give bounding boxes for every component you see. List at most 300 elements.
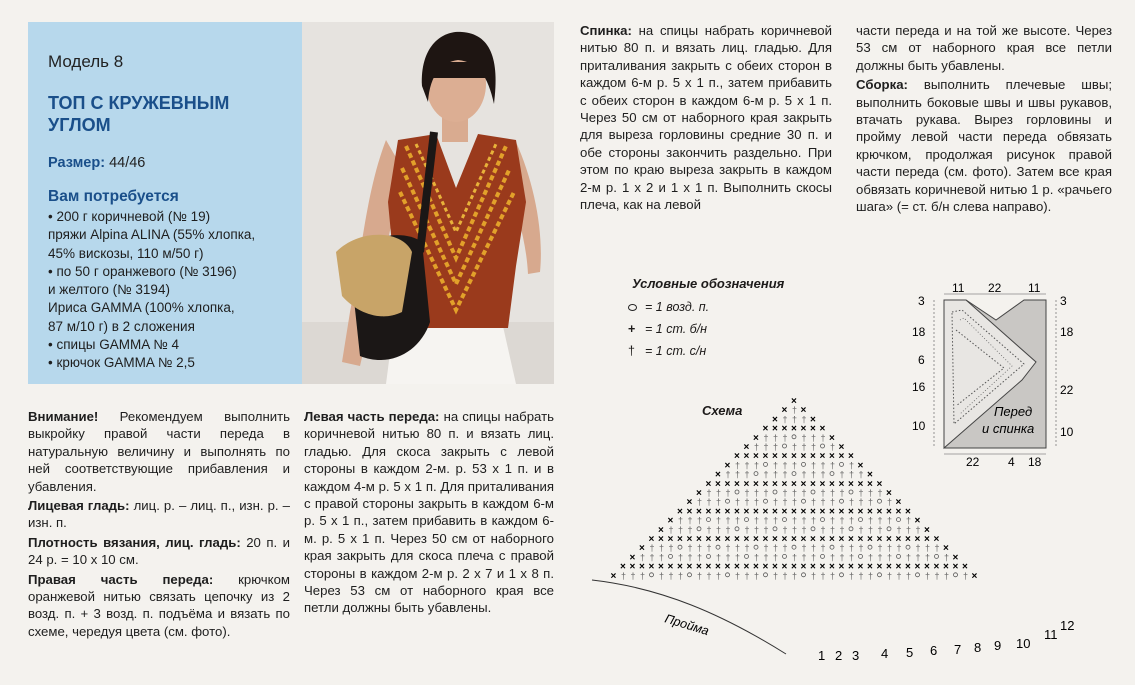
stitch-mark: × [715, 469, 721, 481]
stitch-mark: × [876, 478, 883, 490]
stitch-mark [735, 490, 739, 494]
stitch-mark: × [705, 506, 712, 518]
stitch-mark: † [906, 524, 912, 535]
stitch-mark: † [773, 497, 779, 508]
stitch-mark: × [800, 561, 807, 573]
stitch-mark [887, 527, 891, 531]
stitch-mark: † [773, 543, 779, 554]
stitch-mark: † [887, 543, 893, 554]
stitch-mark: × [829, 451, 835, 463]
stitch-mark: † [735, 543, 741, 554]
stitch-mark: × [810, 451, 816, 463]
row-number: 9 [994, 638, 1002, 653]
paragraph-text: на спицы набрать коричневой нитью 80 п. и вязать лиц. гладью. Для приталивания закрыть с обеих сторон в каждом 6-м р. 5 х 1 п., затем прибавить с обеих сторон в каждом 6-м р. 5 х 1 п. Через 50 см от наборного края закрыть для выреза горловины средние 30 п. и обе стороны закончить раздельно. При этом по краю выреза закрыть в каждом 2-м р. 1 х 2 и 1 х 1 п. Выполнить скосы плеча, как на левой [580, 23, 832, 213]
stitch-mark: † [706, 570, 712, 581]
armhole-label: Пройма [663, 611, 711, 639]
schema-heading: Схема [702, 403, 743, 418]
stitch-mark: × [762, 534, 769, 545]
paragraph-heading: Сборка: [856, 77, 908, 93]
stitch-mark: † [868, 570, 874, 581]
paragraph [28, 497, 290, 532]
stitch-mark: † [630, 570, 636, 581]
stitch-mark [764, 499, 768, 503]
paragraph-text: на спицы набрать коричневой нитью 80 п. и вязать лиц. гладью. Для скоса закрыть с левой стороны в каждом 2-м. р. 53 х 1 п. и в каждом 4-м р. 5 х 1 п. Для приталивания с правой стороны закрыть в каждом 6-м р. 5 х 1 п., затем прибавить в каждом 6-м. р. 5 х 1 п. Через 50 см от наборного края закрыть для скоса плеча с правой стороны в каждом 2-м р. 2 х 7 и 1 х 8 п. Через 53 см от наборного края все петли должны быть убавлены. [304, 409, 554, 616]
size-label: Размер: [48, 155, 106, 171]
stitch-mark: † [668, 524, 674, 535]
materials-heading: Вам потребуется [48, 188, 179, 205]
paragraph-text: 20 п. и 24 р. = 10 х 10 см. [28, 534, 290, 568]
stitch-mark [868, 545, 872, 549]
stitch-mark: × [810, 414, 816, 426]
stitch-mark: × [686, 561, 693, 573]
stitch-mark: † [716, 552, 722, 563]
stitch-mark: † [716, 515, 722, 526]
stitch-mark: × [905, 506, 911, 518]
stitch-mark: × [924, 561, 930, 573]
stitch-mark: × [781, 478, 788, 490]
materials-line: • по 50 г оранжевого (№ 3196) [48, 263, 237, 279]
stitch-mark [840, 573, 844, 577]
stitch-mark: † [735, 497, 741, 508]
stitch-mark: × [734, 561, 740, 573]
stitch-mark: † [792, 524, 798, 535]
stitch-mark: × [810, 423, 816, 435]
stitch-mark [745, 518, 749, 522]
stitch-mark: † [934, 543, 940, 554]
stitch-mark: † [801, 515, 807, 526]
stitch-mark: × [819, 561, 826, 573]
stitch-mark: × [715, 506, 721, 518]
stitch-mark: † [735, 460, 741, 471]
stitch-mark: × [705, 561, 712, 573]
stitch-mark: × [658, 534, 664, 545]
row-number: 4 [881, 646, 889, 661]
legend-item-chain [628, 300, 709, 314]
stitch-mark [821, 444, 825, 448]
model-photo [302, 22, 554, 384]
stitch-mark: † [792, 405, 798, 416]
stitch-mark: † [697, 570, 703, 581]
stitch-mark: × [715, 478, 721, 490]
stitch-mark: † [858, 497, 864, 508]
stitch-mark: † [868, 524, 874, 535]
double-crochet-icon: † [628, 344, 635, 358]
stitch-mark: × [810, 561, 816, 573]
materials-line: и желтого (№ 3194) [48, 282, 170, 298]
stitch-mark [745, 554, 749, 558]
stitch-mark: × [629, 561, 636, 573]
stitch-mark: † [896, 543, 902, 554]
stitch-mark: † [858, 524, 864, 535]
stitch-mark [726, 499, 730, 503]
stitch-mark: † [678, 515, 684, 526]
stitch-mark [707, 554, 711, 558]
row-number: 6 [930, 643, 938, 658]
stitch-mark: † [687, 543, 693, 554]
stitch-mark: † [896, 524, 902, 535]
stitch-mark: † [849, 543, 855, 554]
row-number: 11 [1044, 627, 1058, 642]
stitch-mark: † [782, 570, 788, 581]
stitch-mark: † [858, 488, 864, 498]
stitch-mark: × [838, 506, 845, 518]
stitch-mark: × [819, 451, 826, 463]
stitch-mark: † [716, 570, 722, 581]
stitch-mark: × [734, 534, 740, 545]
stitch-mark [697, 527, 701, 531]
model-illustration [302, 22, 554, 384]
stitch-mark: † [811, 543, 817, 554]
stitch-mark: × [743, 442, 750, 453]
stitch-mark: × [886, 506, 892, 518]
stitch-mark: × [648, 561, 655, 573]
stitch-mark: × [867, 534, 873, 545]
stitch-mark: × [620, 561, 626, 573]
stitch-mark: × [857, 561, 864, 573]
stitch-mark [897, 518, 901, 522]
stitch-mark: † [763, 488, 769, 498]
stitch-mark: × [829, 432, 835, 444]
size-line [48, 155, 145, 171]
stitch-mark: † [754, 460, 760, 471]
stitch-mark [878, 499, 882, 503]
stitch-mark: × [648, 534, 655, 545]
stitch-mark: † [925, 570, 931, 581]
stitch-mark: † [659, 570, 665, 581]
stitch-mark: † [820, 488, 826, 498]
stitch-mark: × [762, 561, 769, 573]
stitch-mark: × [857, 506, 864, 518]
piece-label: и спинка [982, 421, 1035, 436]
dim-right: 3 [1060, 294, 1067, 308]
stitch-mark: † [678, 570, 684, 581]
stitch-mark: × [810, 534, 816, 545]
stitch-mark: † [716, 497, 722, 508]
stitch-mark: † [782, 497, 788, 508]
stitch-mark: × [800, 451, 807, 463]
stitch-mark: † [621, 570, 627, 581]
stitch-mark: × [791, 506, 797, 518]
stitch-mark: † [773, 515, 779, 526]
instructions-column-2 [304, 408, 554, 619]
stitch-mark: × [667, 534, 674, 545]
stitch-mark [849, 527, 853, 531]
stitch-mark [840, 499, 844, 503]
stitch-mark: † [887, 515, 893, 526]
stitch-mark: × [772, 506, 778, 518]
stitch-mark [954, 573, 958, 577]
stitch-mark: † [801, 552, 807, 563]
stitch-mark: † [934, 570, 940, 581]
stitch-mark: † [820, 524, 826, 535]
stitch-mark [859, 518, 863, 522]
stitch-mark [802, 499, 806, 503]
stitch-mark [935, 554, 939, 558]
stitch-mark [783, 518, 787, 522]
stitch-mark: × [800, 423, 807, 435]
instructions-column-3 [580, 22, 832, 215]
dim-bottom: 4 [1008, 455, 1015, 469]
materials-line: 45% вискозы, 110 м/50 г) [48, 245, 204, 261]
stitch-mark: × [800, 534, 807, 545]
paragraph [28, 571, 290, 641]
stitch-mark: × [753, 506, 759, 518]
dim-left: 10 [912, 419, 926, 433]
stitch-mark: † [763, 524, 769, 535]
stitch-mark: × [743, 506, 750, 518]
stitch-mark: † [744, 543, 750, 554]
legend-item-sc [628, 322, 707, 336]
paragraph-text: крючком оранжевой нитью связать цепочку из 2 возд. п. + 3 возд. п. подъёма и вязать по схеме, чередуя цвета (см. фото). [28, 571, 290, 639]
stitch-mark: † [773, 552, 779, 563]
stitch-mark: × [857, 534, 864, 545]
stitch-mark: † [725, 469, 731, 480]
materials-line: • 200 г коричневой (№ 19) [48, 209, 211, 224]
stitch-mark: † [687, 524, 693, 535]
paragraph-heading: Плотность вязания, лиц. гладь: [28, 534, 241, 550]
stitch-mark: † [811, 442, 817, 452]
stitch-mark: † [697, 552, 703, 563]
stitch-mark: × [667, 561, 674, 573]
legend-item-dc [628, 344, 706, 358]
stitch-mark: † [782, 524, 788, 535]
stitch-mark: † [754, 515, 760, 526]
stitch-mark: × [686, 534, 693, 545]
stitch-mark: † [830, 460, 836, 471]
stitch-mark: × [753, 451, 759, 463]
stitch-mark: † [887, 497, 893, 508]
stitch-mark: × [895, 561, 902, 573]
stitch-mark: † [801, 442, 807, 452]
stitch-mark: † [849, 570, 855, 581]
stitch-mark [726, 573, 730, 577]
stitch-mark: × [810, 506, 816, 518]
stitch-mark: † [811, 469, 817, 480]
stitch-mark: † [801, 543, 807, 554]
paragraph [856, 22, 1112, 74]
stitch-mark [707, 518, 711, 522]
stitch-mark: † [668, 543, 674, 554]
stitch-mark: † [820, 432, 826, 443]
stitch-mark: † [820, 497, 826, 508]
stitch-mark: × [724, 478, 731, 490]
stitch-mark: † [792, 442, 798, 452]
stitch-mark: × [848, 534, 854, 545]
stitch-mark: × [772, 561, 778, 573]
stitch-mark: † [858, 543, 864, 554]
stitch-mark: × [610, 570, 617, 582]
stitch-mark [840, 462, 844, 466]
stitch-mark: † [725, 552, 731, 563]
stitch-mark: † [706, 497, 712, 508]
stitch-mark: × [696, 534, 702, 545]
paragraph-text: Рекомендуем выполнить выкройку правой части переда в натуральную величину и выполнять по ней соответствующие прибавления и убавления. [28, 409, 290, 494]
stitch-mark: † [849, 552, 855, 563]
stitch-mark: × [753, 432, 759, 444]
stitch-mark: × [876, 534, 883, 545]
stitch-mark: × [724, 561, 731, 573]
stitch-mark: × [696, 506, 702, 518]
stitch-mark: † [706, 543, 712, 554]
stitch-mark: † [877, 552, 883, 563]
stitch-mark: † [763, 432, 769, 443]
paragraph-heading: Правая часть переда: [28, 571, 214, 587]
row-number: 8 [974, 640, 982, 655]
stitch-mark: × [848, 506, 854, 518]
stitch-mark: † [963, 570, 969, 581]
stitch-mark: † [754, 570, 760, 581]
stitch-mark [849, 490, 853, 494]
stitch-mark [811, 490, 815, 494]
stitch-mark [878, 573, 882, 577]
stitch-mark [783, 444, 787, 448]
stitch-mark [821, 518, 825, 522]
stitch-mark: † [839, 524, 845, 535]
stitch-mark: † [792, 414, 798, 425]
stitch-mark: † [801, 524, 807, 535]
stitch-mark: † [640, 552, 646, 563]
stitch-mark: † [811, 570, 817, 581]
stitch-mark: × [857, 460, 864, 472]
stitch-mark: × [819, 506, 826, 518]
paragraph-heading: Внимание! [28, 409, 99, 424]
paragraph-text: выполнить плечевые швы; выполнить боковые швы и швы рукавов, втачать рукава. Вырез горловины и пройму левой части переда обвязать крючком, продолжая рисунок правой части переда (см. фото). Затем все края обвязать коричневой нитью 1 р. «рачьего шага» (= ст. б/н слева направо). [856, 77, 1112, 215]
stitch-mark: † [906, 515, 912, 526]
stitch-mark: † [868, 515, 874, 526]
stitch-mark: × [838, 534, 845, 545]
dim-left: 18 [912, 325, 926, 339]
stitch-mark: † [839, 515, 845, 526]
stitch-mark: × [696, 488, 702, 499]
stitch-mark: × [677, 534, 683, 545]
paragraph [28, 408, 290, 495]
stitch-mark: × [791, 561, 797, 573]
stitch-mark: × [743, 561, 750, 573]
stitch-mark: † [830, 524, 836, 535]
stitch-mark: × [867, 478, 873, 490]
stitch-mark [764, 573, 768, 577]
stitch-mark: × [829, 534, 835, 545]
row-numbers [818, 618, 1074, 663]
stitch-mark: × [715, 534, 721, 545]
row-number: 1 [818, 648, 826, 663]
stitch-mark: × [914, 534, 921, 545]
row-number: 5 [906, 645, 914, 660]
stitch-mark: × [715, 561, 721, 573]
stitch-mark: † [763, 515, 769, 526]
stitch-mark: × [905, 561, 911, 573]
stitch-mark: † [716, 524, 722, 535]
stitch-mark: † [773, 442, 779, 452]
stitch-mark: × [838, 478, 845, 490]
row-number: 12 [1060, 618, 1075, 633]
model-number: Модель 8 [48, 52, 124, 71]
stitch-mark: × [819, 534, 826, 545]
dim-left: 6 [918, 353, 925, 367]
stitch-mark: † [811, 552, 817, 563]
stitch-mark: × [753, 534, 759, 545]
stitch-mark: × [791, 423, 797, 435]
stitch-mark [792, 472, 796, 476]
stitch-mark [830, 472, 834, 476]
stitch-mark: † [763, 442, 769, 452]
stitch-mark: × [829, 478, 835, 490]
stitch-mark: † [877, 543, 883, 554]
stitch-mark [897, 554, 901, 558]
stitch-mark: † [725, 515, 731, 526]
stitch-mark: × [933, 534, 940, 545]
stitch-mark: † [830, 442, 836, 452]
stitch-mark [716, 545, 720, 549]
stitch-mark [916, 573, 920, 577]
stitch-mark: † [801, 488, 807, 498]
stitch-mark: × [829, 561, 835, 573]
stitch-mark: † [849, 460, 855, 471]
stitch-mark: × [781, 405, 788, 417]
stitch-mark: † [915, 552, 921, 563]
stitch-mark: † [659, 552, 665, 563]
stitch-mark: † [868, 497, 874, 508]
stitch-mark: × [772, 478, 778, 490]
stitch-mark: † [849, 497, 855, 508]
stitch-mark: × [781, 451, 788, 463]
stitch-mark: × [705, 534, 712, 545]
instructions-column-4 [856, 22, 1112, 217]
stitch-mark [754, 472, 758, 476]
stitch-mark: † [839, 543, 845, 554]
stitch-mark: † [925, 552, 931, 563]
stitch-mark: † [744, 469, 750, 480]
stitch-mark: × [705, 478, 712, 490]
stitch-mark: † [706, 524, 712, 535]
stitch-mark [764, 462, 768, 466]
stitch-mark: † [744, 460, 750, 471]
stitch-mark: × [791, 396, 797, 407]
stitch-mark [802, 573, 806, 577]
dim-bottom: 22 [966, 455, 980, 469]
stitch-mark: × [658, 524, 664, 536]
stitch-mark: † [744, 488, 750, 498]
stitch-mark: × [658, 561, 664, 573]
stitch-mark: † [763, 552, 769, 563]
stitch-mark [783, 554, 787, 558]
stitch-mark: † [792, 488, 798, 498]
stitch-mark: † [697, 543, 703, 554]
stitch-mark: × [924, 534, 930, 545]
stitch-mark: † [735, 552, 741, 563]
stitch-mark: × [667, 515, 674, 527]
stitch-mark: † [735, 570, 741, 581]
stitch-mark: † [782, 460, 788, 471]
stitch-mark: † [830, 515, 836, 526]
stitch-mark: † [763, 469, 769, 480]
stitch-mark [669, 554, 673, 558]
instructions-column-1 [28, 408, 290, 642]
stitch-mark: † [735, 469, 741, 480]
stitch-mark: † [801, 432, 807, 443]
stitch-mark: † [725, 488, 731, 498]
stitch-mark: † [820, 570, 826, 581]
stitch-mark: † [735, 515, 741, 526]
stitch-mark: † [839, 488, 845, 498]
stitch-mark: † [830, 570, 836, 581]
stitch-mark: × [952, 552, 959, 564]
stitch-mark [735, 527, 739, 531]
stitch-mark: † [925, 543, 931, 554]
piece-label: Перед [994, 404, 1033, 419]
stitch-mark: × [895, 534, 902, 545]
stitch-mark: × [743, 534, 750, 545]
